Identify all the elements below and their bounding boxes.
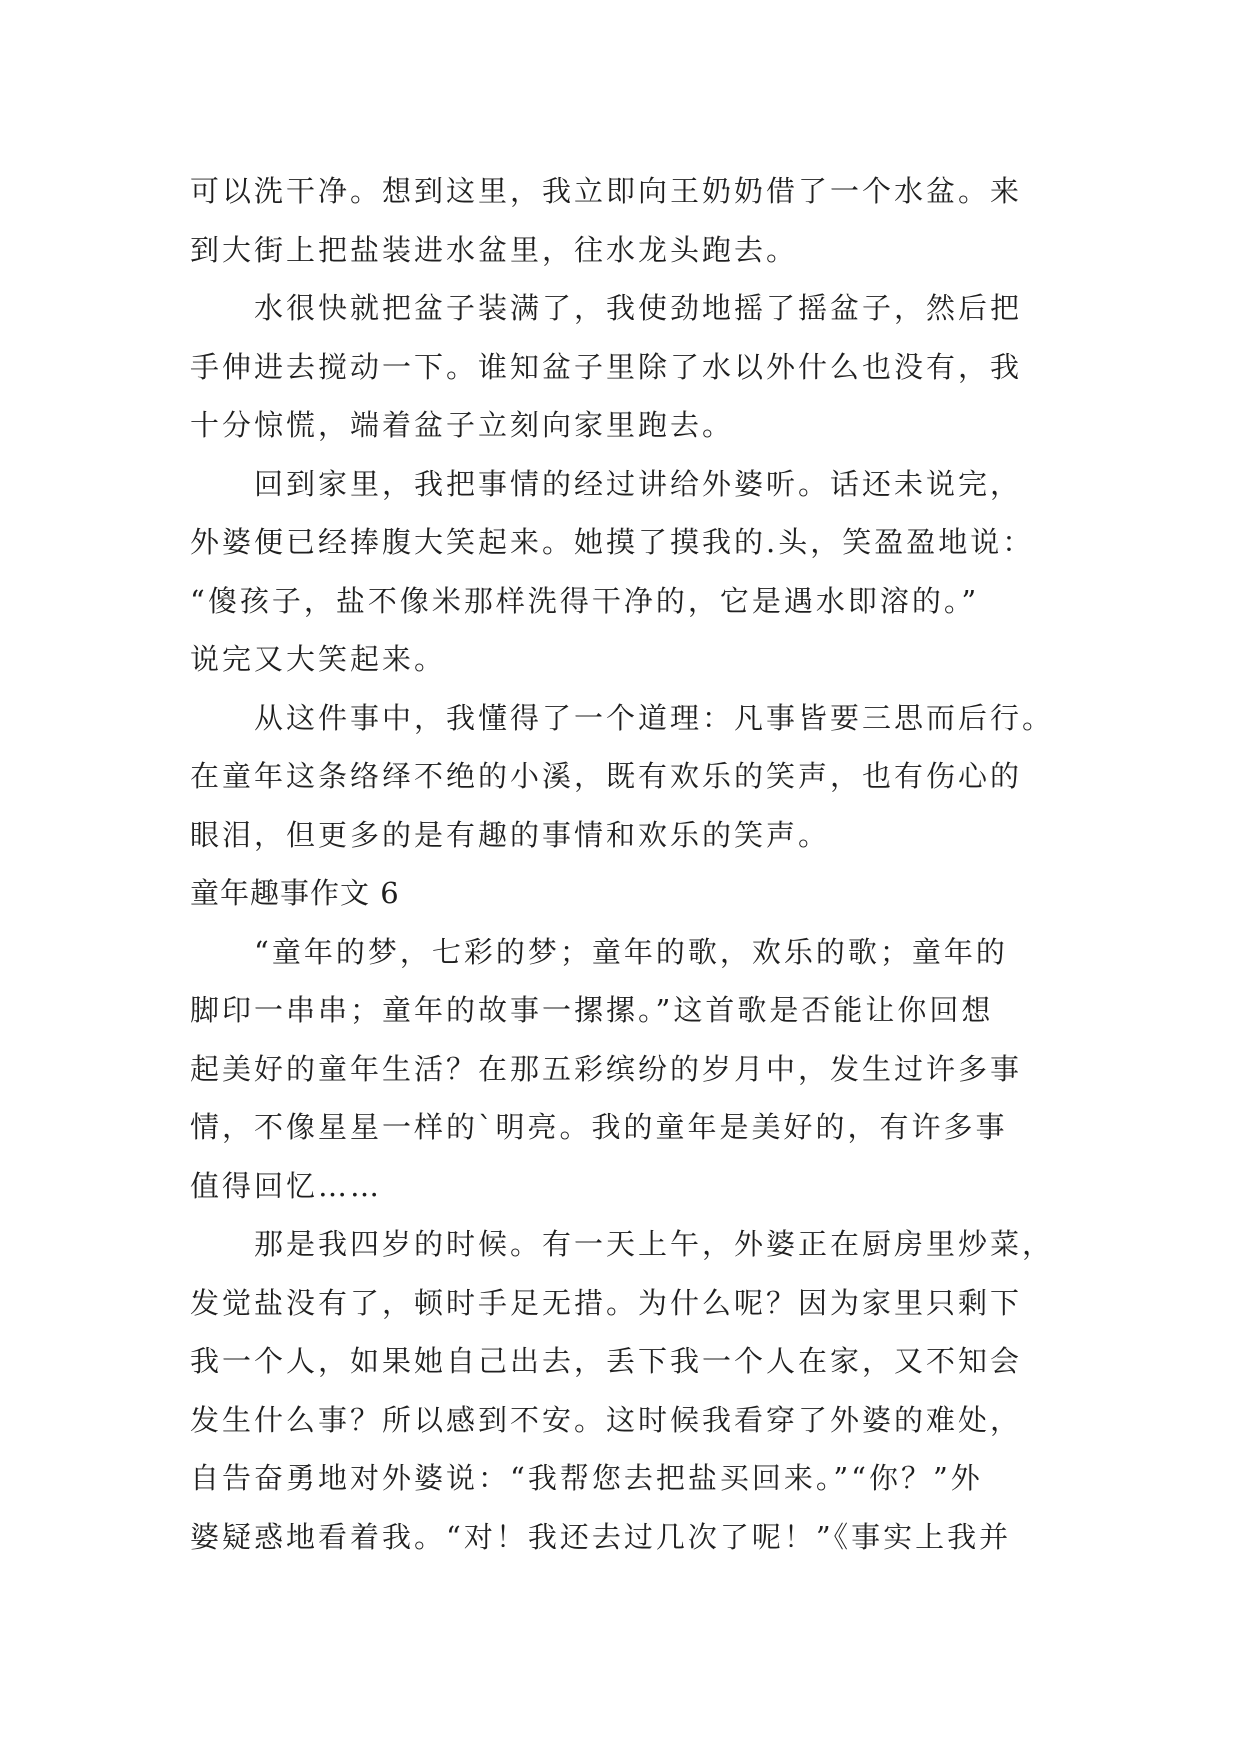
text-line: 十分惊慌，端着盆子立刻向家里跑去。 <box>190 408 735 442</box>
text-line: “傻孩子，盐不像米那样洗得干净的，它是遇水即溶的。” <box>190 583 980 618</box>
text-line: 发觉盐没有了，顿时手足无措。为什么呢？因为家里只剩下 <box>190 1285 1023 1320</box>
text-line: 起美好的童年生活？在那五彩缤纷的岁月中，发生过许多事 <box>190 1051 1023 1086</box>
body-text <box>190 162 1070 1566</box>
text-line: 可以洗干净。想到这里，我立即向王奶奶借了一个水盆。来 <box>190 174 1023 208</box>
text-line: 自告奋勇地对外婆说：“我帮您去把盐买回来。”“你？”外 <box>190 1461 983 1495</box>
text-line: 外婆便已经捧腹大笑起来。她摸了摸我的.头，笑盈盈地说： <box>190 525 1035 559</box>
paragraph-start-line: 水很快就把盆子装满了，我使劲地摇了摇盆子，然后把 <box>254 291 1023 325</box>
text-line: 情，不像星星一样的`明亮。我的童年是美好的，有许多事 <box>190 1110 1008 1144</box>
text-line: 发生什么事？所以感到不安。这时候我看穿了外婆的难处， <box>190 1402 1023 1437</box>
paragraph-start-line: 那是我四岁的时候。有一天上午，外婆正在厨房里炒菜， <box>254 1227 1055 1261</box>
text-line: 手伸进去搅动一下。谁知盆子里除了水以外什么也没有，我 <box>190 349 1023 384</box>
text-line: 脚印一串串；童年的故事一摞摞。”这首歌是否能让你回想 <box>190 993 994 1027</box>
section-heading: 童年趣事作文 6 <box>190 876 400 910</box>
text-line: 值得回忆…… <box>190 1168 383 1203</box>
text-line: 到大街上把盐装进水盆里，往水龙头跑去。 <box>190 232 799 267</box>
paragraph-start-line: “童年的梦，七彩的梦；童年的歌，欢乐的歌；童年的 <box>254 934 1008 969</box>
text-line: 眼泪，但更多的是有趣的事情和欢乐的笑声。 <box>190 817 831 852</box>
text-line: 我一个人，如果她自己出去，丢下我一个人在家，又不知会 <box>190 1344 1023 1378</box>
paragraph-start-line: 从这件事中，我懂得了一个道理：凡事皆要三思而后行。 <box>254 700 1055 735</box>
text-line: 说完又大笑起来。 <box>190 642 447 676</box>
text-line: 在童年这条络绎不绝的小溪，既有欢乐的笑声，也有伤心的 <box>190 759 1023 793</box>
text-line: 婆疑惑地看着我。“对！我还去过几次了呢！”《事实上我并 <box>190 1519 1012 1554</box>
paragraph-start-line: 回到家里，我把事情的经过讲给外婆听。话还未说完， <box>254 466 1023 501</box>
